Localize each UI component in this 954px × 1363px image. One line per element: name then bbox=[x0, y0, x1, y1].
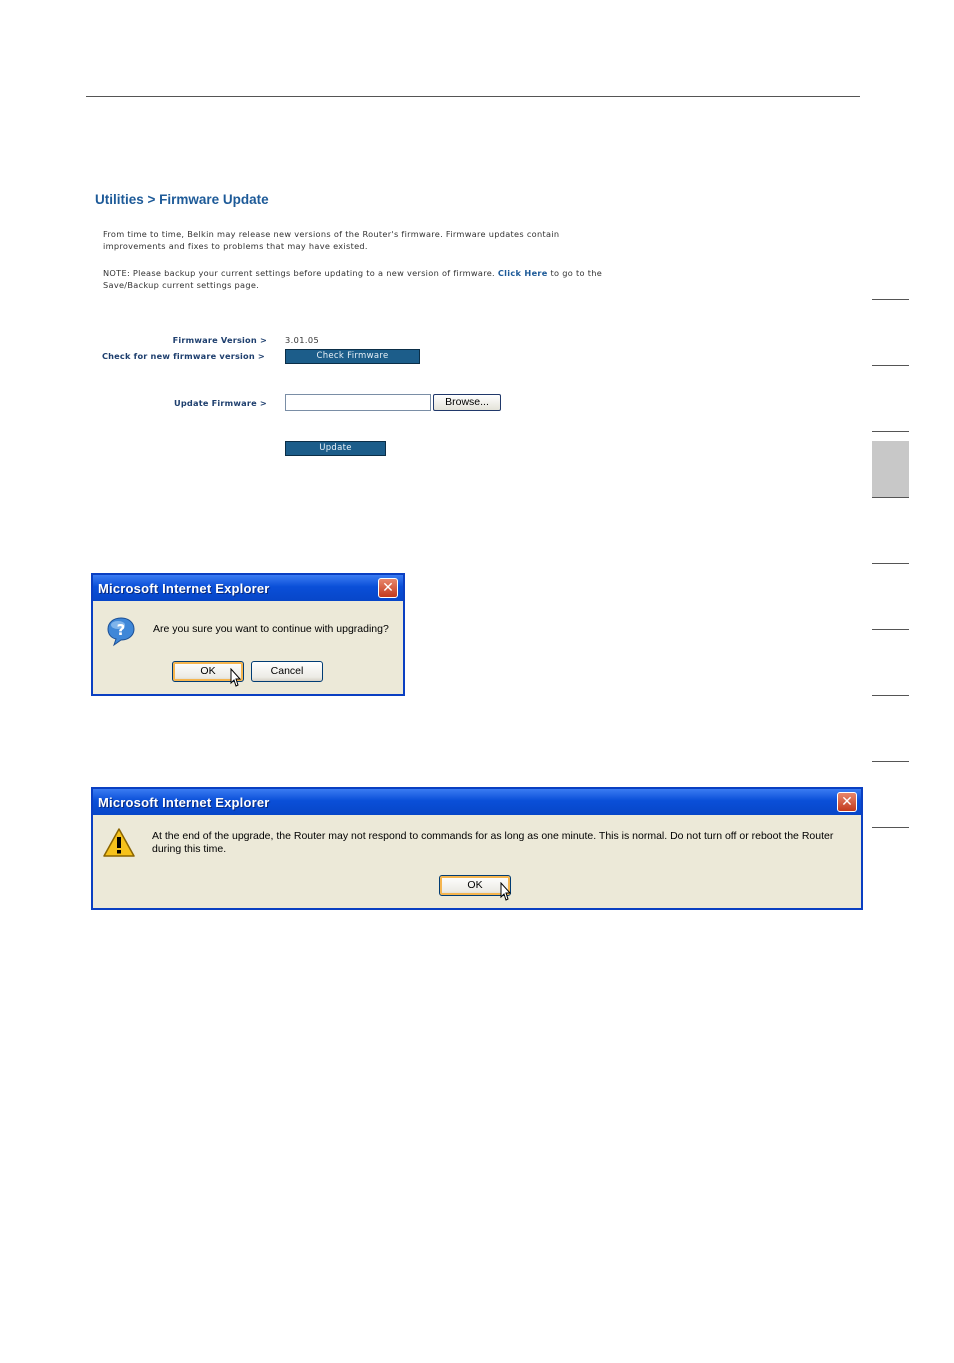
svg-text:?: ? bbox=[116, 621, 126, 639]
side-tab-active bbox=[872, 441, 909, 497]
ok-button[interactable]: OK bbox=[439, 875, 511, 896]
warning-dialog bbox=[91, 787, 863, 910]
close-icon[interactable]: ✕ bbox=[837, 792, 857, 812]
note-text bbox=[103, 267, 623, 291]
question-icon bbox=[105, 615, 137, 651]
side-tab-line bbox=[872, 365, 909, 366]
ok-button[interactable]: OK bbox=[172, 661, 244, 682]
check-firmware-label: Check for new firmware version > bbox=[101, 351, 265, 361]
note-prefix: NOTE: Please backup your current settings before updating to a new version of firmware. bbox=[103, 268, 495, 278]
side-tab-line bbox=[872, 431, 909, 432]
page-title: Utilities > Firmware Update bbox=[95, 192, 269, 207]
side-tab-line bbox=[872, 563, 909, 564]
warning-icon bbox=[102, 827, 136, 863]
confirm-message: Are you sure you want to continue with upgrading? bbox=[153, 623, 389, 635]
warning-dialog-titlebar bbox=[93, 789, 861, 815]
side-tab-line bbox=[872, 695, 909, 696]
side-tab-line bbox=[872, 761, 909, 762]
confirm-dialog-titlebar bbox=[93, 575, 403, 601]
browse-button[interactable]: Browse... bbox=[433, 394, 501, 411]
top-rule bbox=[86, 96, 860, 97]
update-button[interactable]: Update bbox=[285, 441, 386, 456]
firmware-file-input[interactable] bbox=[285, 394, 431, 411]
check-firmware-button[interactable]: Check Firmware bbox=[285, 349, 420, 364]
warning-message-line2: during this time. bbox=[152, 843, 227, 855]
cancel-button[interactable]: Cancel bbox=[251, 661, 323, 682]
note-suffix: to go to the Save/Backup current settings page. bbox=[103, 268, 603, 290]
side-tab-line bbox=[872, 629, 909, 630]
side-tab-line bbox=[872, 497, 909, 498]
update-firmware-label: Update Firmware > bbox=[174, 398, 267, 408]
mouse-cursor-icon bbox=[227, 668, 243, 696]
warning-dialog-title: Microsoft Internet Explorer bbox=[98, 795, 270, 810]
side-tab-line bbox=[872, 299, 909, 300]
confirm-dialog-title: Microsoft Internet Explorer bbox=[98, 581, 270, 596]
firmware-version-value: 3.01.05 bbox=[285, 335, 320, 345]
confirm-dialog bbox=[91, 573, 405, 696]
intro-text: From time to time, Belkin may release new versions of the Router's firmware. Firmware updates contain improvements and fixes to problems that may have existed. bbox=[103, 229, 560, 251]
side-tab-line bbox=[872, 827, 909, 828]
mouse-cursor-icon bbox=[497, 882, 513, 910]
warning-message bbox=[152, 830, 857, 856]
firmware-version-label: Firmware Version > bbox=[172, 335, 267, 345]
click-here-link[interactable]: Click Here bbox=[497, 268, 548, 278]
close-icon[interactable]: ✕ bbox=[378, 578, 398, 598]
warning-message-line1: At the end of the upgrade, the Router may not respond to commands for as long as one minute. This is normal. Do not turn off or reboot the Router bbox=[152, 830, 834, 842]
